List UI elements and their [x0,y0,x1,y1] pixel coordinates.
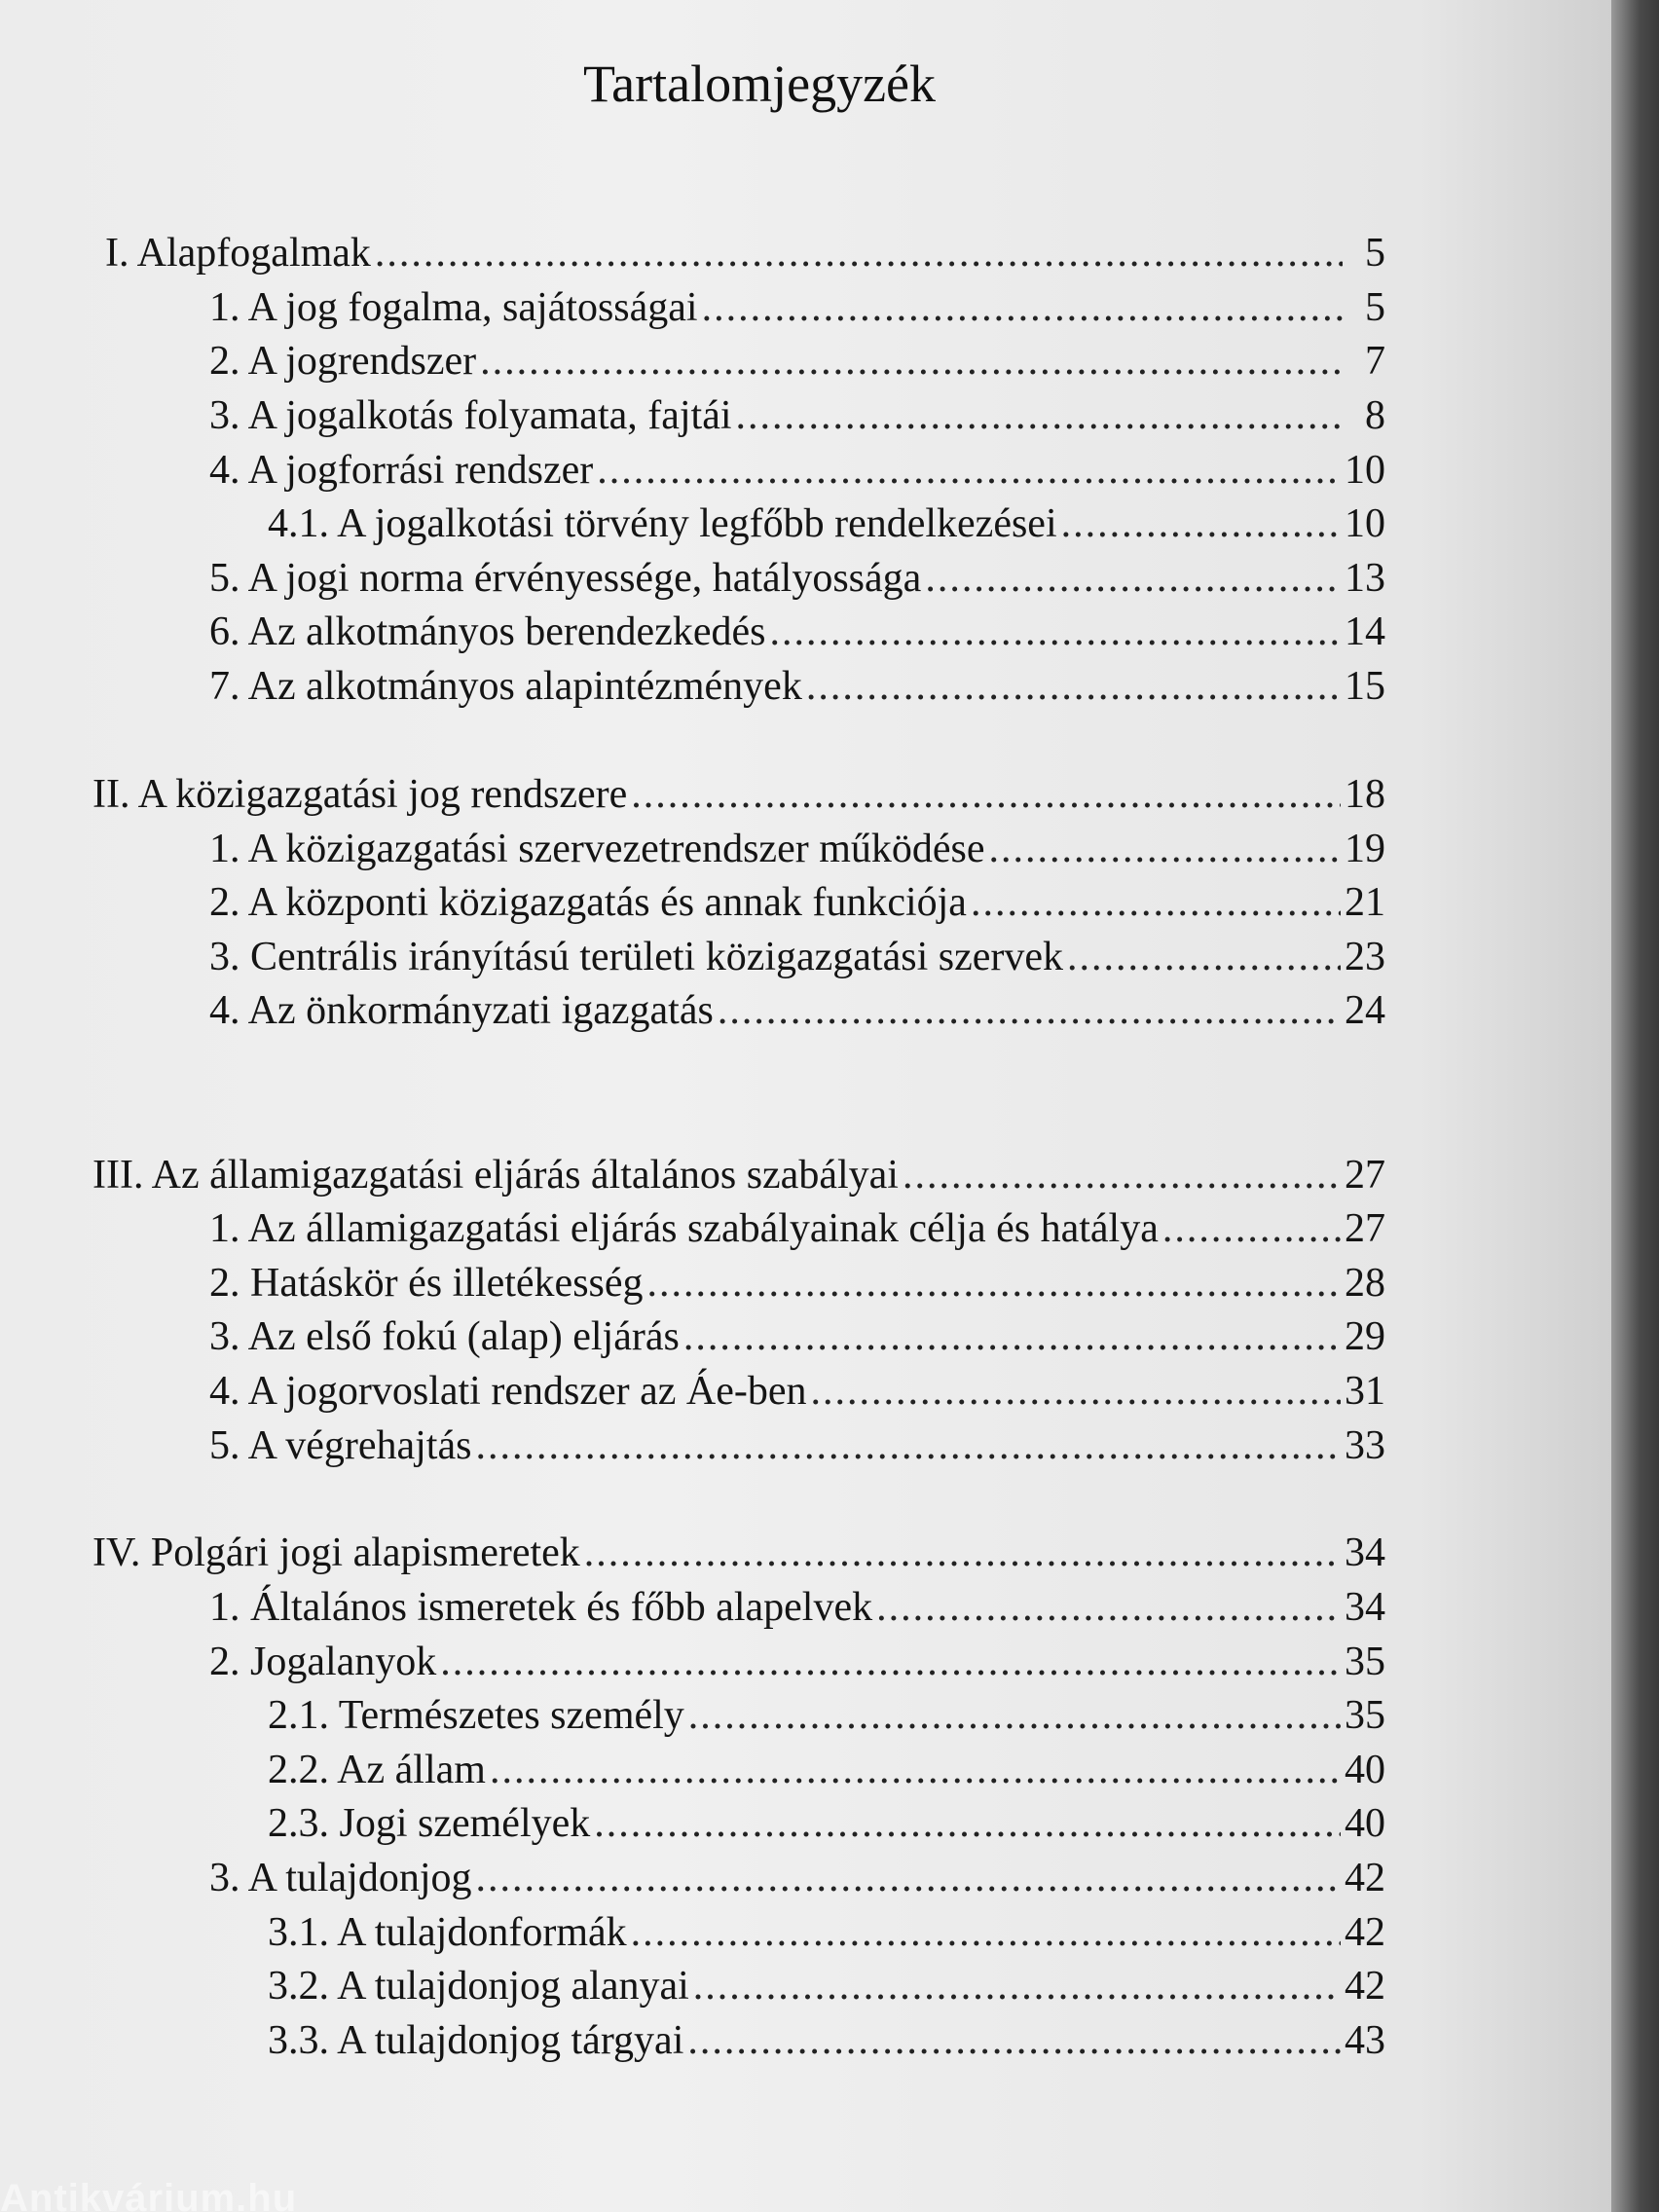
toc-subitem[interactable] [268,1692,1385,1739]
toc-page-number: 24 [1345,988,1385,1033]
toc-page-number: 7 [1365,339,1385,384]
toc-label: 3.3. A tulajdonjog tárgyai [268,2018,684,2063]
toc-item[interactable] [209,284,1385,331]
toc-label: 2. Hatáskör és illetékesség [209,1261,644,1306]
toc-label: 2. A központi közigazgatás és annak funkciója [209,880,967,925]
toc-item[interactable] [209,879,1385,926]
toc-label: IV. Polgári jogi alapismeretek [92,1530,580,1575]
toc-section-heading[interactable] [92,1530,1385,1576]
toc-subitem[interactable] [268,1909,1385,1956]
toc-label: II. A közigazgatási jog rendszere [92,772,628,817]
toc-label: 1. A jog fogalma, sajátosságai [209,285,698,330]
toc-page-number: 35 [1345,1693,1385,1738]
leader-dots [989,826,1341,872]
toc-page-number: 21 [1345,880,1385,925]
toc-section-heading[interactable] [105,230,1385,276]
toc-label: 3. Centrális irányítású területi közigazgatási szervek [209,935,1064,979]
toc-page-number: 14 [1345,609,1385,654]
leader-dots [687,2017,1341,2064]
toc-label: 2. A jogrendszer [209,339,477,384]
toc-label: 2. Jogalanyok [209,1640,437,1684]
leader-dots [594,1800,1341,1847]
leader-dots [702,284,1343,331]
toc-label: 2.3. Jogi személyek [268,1801,591,1846]
toc-page-number: 35 [1345,1640,1385,1684]
leader-dots [693,1963,1341,2009]
toc-section-heading[interactable] [92,1152,1385,1198]
leader-dots [1162,1205,1341,1252]
toc-item[interactable] [209,1368,1385,1415]
toc-item[interactable] [209,1584,1385,1631]
leader-dots [925,555,1341,602]
toc-item[interactable] [209,1260,1385,1307]
toc-label: 5. A jogi norma érvényessége, hatályossága [209,556,922,601]
toc-page-number: 15 [1345,664,1385,709]
toc-label: 3. A tulajdonjog [209,1856,472,1900]
toc-item[interactable] [209,987,1385,1034]
toc-subitem[interactable] [268,1800,1385,1847]
toc-page-number: 42 [1345,1856,1385,1900]
toc-label: 3.2. A tulajdonjog alanyai [268,1964,689,2009]
toc-item[interactable] [209,826,1385,872]
toc-subitem[interactable] [268,1963,1385,2009]
toc-label: 5. A végrehajtás [209,1423,472,1468]
toc-page-number: 19 [1345,827,1385,871]
toc-label: 1. Az államigazgatási eljárás szabályainak célja és hatálya [209,1206,1159,1251]
watermark: Antikvárium.hu [0,2177,298,2212]
leader-dots [475,1422,1341,1469]
leader-dots [480,338,1343,385]
leader-dots [806,663,1341,710]
toc-subitem[interactable] [268,500,1385,547]
toc-label: 4. A jogforrási rendszer [209,448,594,493]
toc-subitem[interactable] [268,1747,1385,1793]
toc-page-number: 13 [1345,556,1385,601]
toc-item[interactable] [209,1313,1385,1360]
leader-dots [1067,934,1341,980]
toc-page-number: 10 [1345,501,1385,546]
toc-item[interactable] [209,1205,1385,1252]
leader-dots [688,1692,1341,1739]
toc-page-number: 23 [1345,935,1385,979]
toc-item[interactable] [209,447,1385,494]
toc-page-number: 34 [1345,1585,1385,1630]
toc-page-number: 5 [1365,231,1385,276]
toc-page-number: 18 [1345,772,1385,817]
toc-page-number: 40 [1345,1801,1385,1846]
leader-dots [683,1313,1341,1360]
toc-page-number: 27 [1345,1153,1385,1198]
toc-page-number: 29 [1345,1314,1385,1359]
leader-dots [597,447,1341,494]
toc-page-number: 5 [1365,285,1385,330]
toc-item[interactable] [209,608,1385,655]
leader-dots [375,230,1343,276]
toc-label: I. Alapfogalmak [105,231,371,276]
leader-dots [631,1909,1341,1956]
toc-item[interactable] [209,392,1385,439]
toc-label: 6. Az alkotmányos berendezkedés [209,609,766,654]
toc-item[interactable] [209,934,1385,980]
toc-item[interactable] [209,663,1385,710]
leader-dots [584,1530,1341,1576]
leader-dots [769,608,1341,655]
leader-dots [718,987,1341,1034]
toc-subitem[interactable] [268,2017,1385,2064]
toc-page-number: 42 [1345,1964,1385,2009]
toc-label: 3. Az első fokú (alap) eljárás [209,1314,680,1359]
toc-label: 4. A jogorvoslati rendszer az Áe-ben [209,1369,807,1414]
page-title: Tartalomjegyzék [582,55,937,113]
leader-dots [903,1152,1341,1198]
toc-item[interactable] [209,338,1385,385]
leader-dots [476,1855,1341,1901]
toc-item[interactable] [209,1639,1385,1685]
leader-dots [736,392,1343,439]
leader-dots [440,1639,1341,1685]
toc-page-number: 28 [1345,1261,1385,1306]
toc-item[interactable] [209,555,1385,602]
leader-dots [876,1584,1341,1631]
toc-label: 3.1. A tulajdonformák [268,1910,627,1955]
toc-page-number: 27 [1345,1206,1385,1251]
leader-dots [1061,500,1341,547]
toc-label: 2.1. Természetes személy [268,1693,684,1738]
toc-label: 1. A közigazgatási szervezetrendszer működése [209,827,985,871]
toc-label: 3. A jogalkotás folyamata, fajtái [209,393,732,438]
leader-dots [631,771,1341,818]
leader-dots [490,1747,1341,1793]
toc-page-number: 10 [1345,448,1385,493]
toc-label: 7. Az alkotmányos alapintézmények [209,664,802,709]
leader-dots [810,1368,1341,1415]
toc-label: 1. Általános ismeretek és főbb alapelvek [209,1585,873,1630]
toc-item[interactable] [209,1422,1385,1469]
toc-page-number: 34 [1345,1530,1385,1575]
toc-page-number: 33 [1345,1423,1385,1468]
toc-item[interactable] [209,1855,1385,1901]
toc-page-number: 43 [1345,2018,1385,2063]
toc-label: III. Az államigazgatási eljárás általános szabályai [92,1153,899,1198]
toc-section-heading[interactable] [92,771,1385,818]
toc-page-number: 40 [1345,1748,1385,1792]
toc-page-number: 42 [1345,1910,1385,1955]
leader-dots [647,1260,1341,1307]
toc-label: 2.2. Az állam [268,1748,486,1792]
toc-label: 4.1. A jogalkotási törvény legfőbb rendelkezései [268,501,1057,546]
page-edge-shadow [1611,0,1659,2212]
toc-page-number: 31 [1345,1369,1385,1414]
toc-page-number: 8 [1365,393,1385,438]
toc-label: 4. Az önkormányzati igazgatás [209,988,714,1033]
leader-dots [971,879,1341,926]
